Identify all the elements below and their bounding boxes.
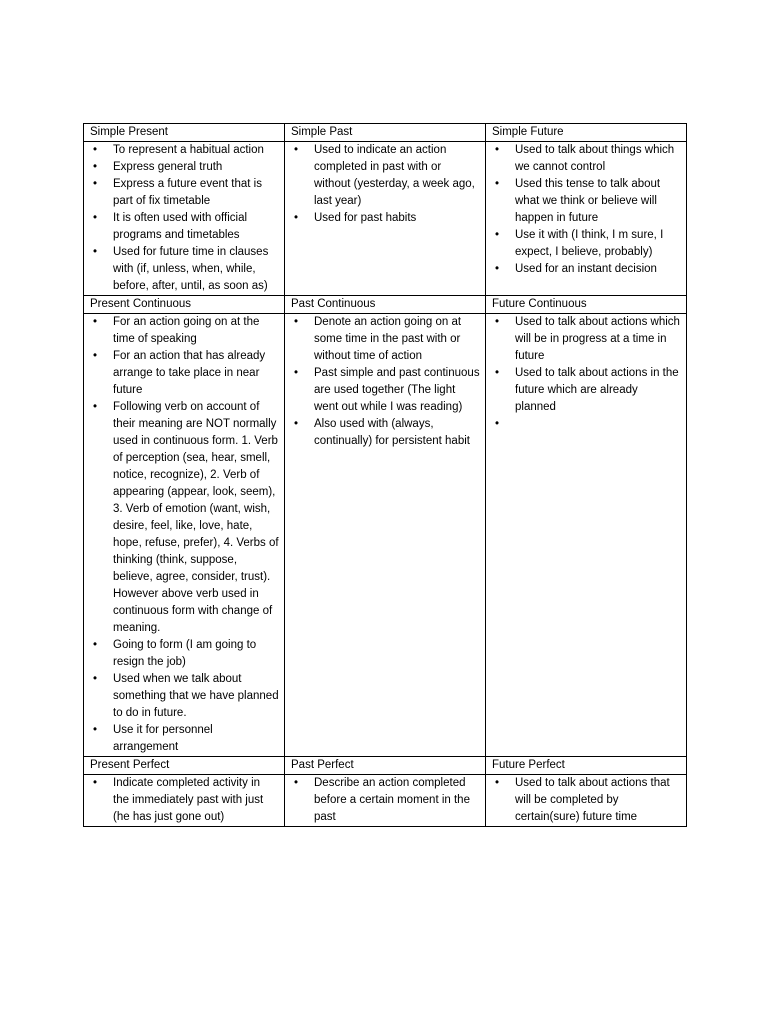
list-item: • Used to talk about actions that will be completed by certain(sure) future time bbox=[492, 775, 681, 826]
table-header-row bbox=[84, 296, 687, 314]
cell-past-continuous bbox=[285, 314, 486, 757]
list-item: • Used to talk about things which we cannot control bbox=[492, 142, 681, 176]
list-item: • For an action that has already arrange to take place in near future bbox=[90, 348, 279, 399]
header-future-perfect: Future Perfect bbox=[486, 757, 687, 775]
list-item: • Describe an action completed before a certain moment in the past bbox=[291, 775, 480, 826]
tenses-table bbox=[83, 123, 687, 827]
list-item: • It is often used with official programs and timetables bbox=[90, 210, 279, 244]
bullet-list bbox=[90, 314, 279, 756]
list-item: • Also used with (always, continually) for persistent habit bbox=[291, 416, 480, 450]
list-item: • Going to form (I am going to resign the job) bbox=[90, 637, 279, 671]
cell-present-continuous bbox=[84, 314, 285, 757]
bullet-list bbox=[291, 142, 480, 227]
list-item: • Past simple and past continuous are used together (The light went out while I was reading) bbox=[291, 365, 480, 416]
header-future-continuous: Future Continuous bbox=[486, 296, 687, 314]
tenses-table-body bbox=[84, 124, 687, 827]
bullet-list bbox=[492, 775, 681, 826]
cell-present-perfect bbox=[84, 775, 285, 827]
list-item: • Following verb on account of their meaning are NOT normally used in continuous form. 1. Verb of perception (sea, hear, smell, notice, recognize), 2. Verb of appearing (appear, look, seem), 3. Verb of emotion (want, wish, desire, feel, like, love, hate, hope, refuse, prefer), 4. Verbs of thinking (think, suppose, believe, agree, consider, trust). However above verb used in continuous form with change of meaning. bbox=[90, 399, 279, 637]
cell-simple-present bbox=[84, 142, 285, 296]
header-present-continuous: Present Continuous bbox=[84, 296, 285, 314]
bullet-list bbox=[492, 314, 681, 433]
list-item: • To represent a habitual action bbox=[90, 142, 279, 159]
cell-simple-past bbox=[285, 142, 486, 296]
list-item: • Express general truth bbox=[90, 159, 279, 176]
list-item: • Use it with (I think, I m sure, I expect, I believe, probably) bbox=[492, 227, 681, 261]
cell-past-perfect bbox=[285, 775, 486, 827]
table-header-row bbox=[84, 757, 687, 775]
list-item: • Used for past habits bbox=[291, 210, 480, 227]
bullet-list bbox=[291, 314, 480, 450]
header-simple-future: Simple Future bbox=[486, 124, 687, 142]
list-item: • For an action going on at the time of speaking bbox=[90, 314, 279, 348]
bullet-list bbox=[291, 775, 480, 826]
table-header-row bbox=[84, 124, 687, 142]
list-item: • Denote an action going on at some time in the past with or without time of action bbox=[291, 314, 480, 365]
list-item: • Used for an instant decision bbox=[492, 261, 681, 278]
list-item: • Used to talk about actions which will be in progress at a time in future bbox=[492, 314, 681, 365]
cell-future-perfect bbox=[486, 775, 687, 827]
bullet-list bbox=[492, 142, 681, 278]
header-simple-present: Simple Present bbox=[84, 124, 285, 142]
cell-simple-future bbox=[486, 142, 687, 296]
header-past-continuous: Past Continuous bbox=[285, 296, 486, 314]
cell-future-continuous bbox=[486, 314, 687, 757]
header-simple-past: Simple Past bbox=[285, 124, 486, 142]
bullet-list bbox=[90, 775, 279, 826]
table-body-row bbox=[84, 314, 687, 757]
header-present-perfect: Present Perfect bbox=[84, 757, 285, 775]
table-body-row bbox=[84, 142, 687, 296]
list-item: • Used this tense to talk about what we think or believe will happen in future bbox=[492, 176, 681, 227]
list-item bbox=[492, 416, 681, 433]
table-body-row bbox=[84, 775, 687, 827]
header-past-perfect: Past Perfect bbox=[285, 757, 486, 775]
list-item: • Use it for personnel arrangement bbox=[90, 722, 279, 756]
bullet-list bbox=[90, 142, 279, 295]
list-item: • Indicate completed activity in the immediately past with just (he has just gone out) bbox=[90, 775, 279, 826]
list-item: • Used for future time in clauses with (if, unless, when, while, before, after, until, as soon as) bbox=[90, 244, 279, 295]
list-item: • Used to talk about actions in the future which are already planned bbox=[492, 365, 681, 416]
list-item: • Express a future event that is part of fix timetable bbox=[90, 176, 279, 210]
list-item: • Used to indicate an action completed in past with or without (yesterday, a week ago, last year) bbox=[291, 142, 480, 210]
list-item: • Used when we talk about something that we have planned to do in future. bbox=[90, 671, 279, 722]
